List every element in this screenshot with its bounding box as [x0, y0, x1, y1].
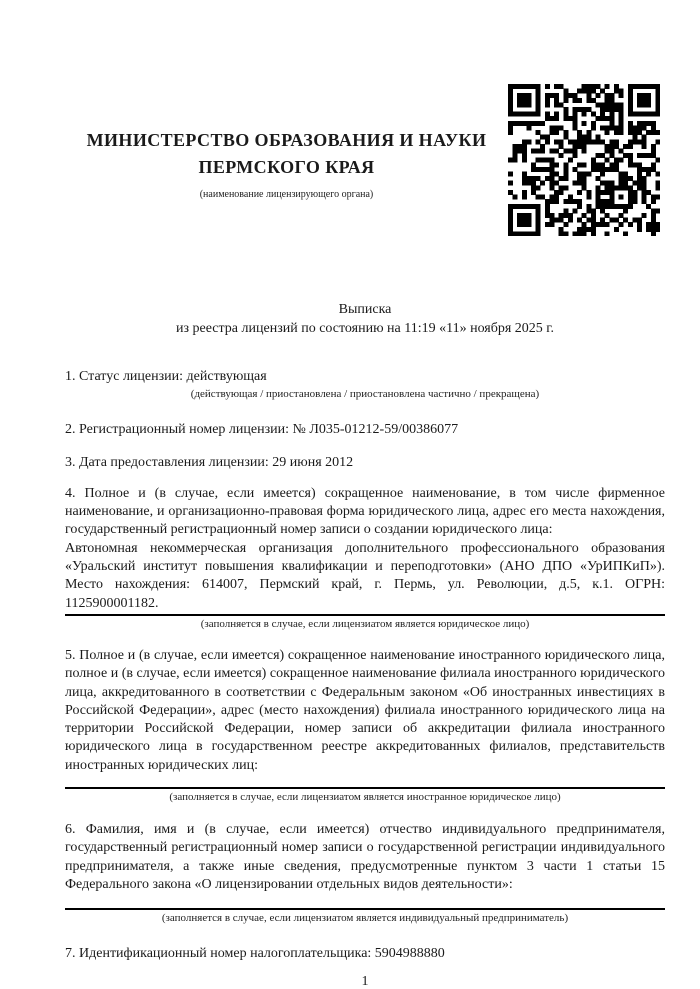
legal-entity-label: 4. Полное и (в случае, если имеется) сокращенное наименование, в том числе фирменное наименование, и организационно-правовая форма юридического лица, адрес его места нахождения, государственный регистрационный номер записи о создании юридического лица: [65, 485, 665, 538]
registration-number-text: 2. Регистрационный номер лицензии: № Л035-01212-59/00386077 [65, 422, 459, 438]
individual-entrepreneur-caption: (заполняется в случае, если лицензиатом является индивидуальный предприниматель) [161, 912, 569, 925]
page-number: 1 [361, 973, 369, 989]
licensing-authority-caption: (наименование лицензирующего органа) [199, 188, 374, 200]
legal-entity-fill-line [65, 614, 665, 616]
individual-entrepreneur-fill-line [65, 908, 665, 910]
field-foreign-entity [65, 647, 665, 804]
ministry-name-line1: МИНИСТЕРСТВО ОБРАЗОВАНИЯ И НАУКИ [86, 129, 487, 150]
document-header [0, 84, 700, 236]
foreign-entity-caption: (заполняется в случае, если лицензиатом является иностранное юридическое лицо) [169, 791, 561, 804]
document-title-line1: Выписка [338, 302, 392, 317]
document-title-line2: из реестра лицензий по состоянию на 11:19 «11» ноября 2025 г. [176, 321, 554, 336]
field-registration-number [65, 421, 665, 439]
document-title [0, 300, 700, 338]
field-legal-entity [65, 485, 665, 631]
field-individual-entrepreneur [65, 821, 665, 925]
licensing-authority-block [65, 121, 508, 200]
field-taxpayer-id [65, 945, 665, 963]
legal-entity-value: Автономная некоммерческая организация дополнительного профессионального образования «Уральский институт повышения квалификации и переподготовки» (АНО ДПО «УрИПКиП»). Место нахождения: 614007, Пермский край, г. Пермь, ул. Революции, д.5, к.1. ОГРН: 1125900001182. [65, 540, 665, 611]
qr-code-image [508, 84, 660, 236]
field-license-status [65, 368, 665, 401]
grant-date-text: 3. Дата предоставления лицензии: 29 июня 2012 [65, 454, 354, 470]
ministry-name-line2: ПЕРМСКОГО КРАЯ [198, 156, 375, 177]
license-status-options-caption: (действующая / приостановлена / приостановлена частично / прекращена) [190, 388, 540, 401]
qr-code [508, 84, 660, 236]
field-grant-date [65, 454, 665, 472]
taxpayer-id-text: 7. Идентификационный номер налогоплательщика: 5904988880 [65, 946, 445, 962]
foreign-entity-fill-line [65, 787, 665, 789]
individual-entrepreneur-label: 6. Фамилия, имя и (в случае, если имеется) отчество индивидуального предпринимателя, государственный регистрационный номер записи о государственной регистрации индивидуального предпринимателя, а также иные сведения, предусмотренные пунктом 3 части 1 статьи 15 Федерального закона «О лицензировании отдельных видов деятельности»: [65, 822, 665, 892]
license-status-text: 1. Статус лицензии: действующая [65, 369, 267, 384]
foreign-entity-label: 5. Полное и (в случае, если имеется) сокращенное наименование иностранного юридического лица, полное и (в случае, если имеется) сокращенное наименование филиала иностранного юридического лица, аккредитованного в соответствии с Федеральным законом «Об иностранных инвестициях в Российской Федерации», адрес (место нахождения) филиала иностранного юридического лица на территории Российской Федерации, номер записи об аккредитации филиала иностранного юридического лица в государственном реестре аккредитованных филиалов, представительств иностранных юридических лиц: [65, 647, 665, 773]
legal-entity-caption: (заполняется в случае, если лицензиатом является юридическое лицо) [200, 617, 530, 630]
